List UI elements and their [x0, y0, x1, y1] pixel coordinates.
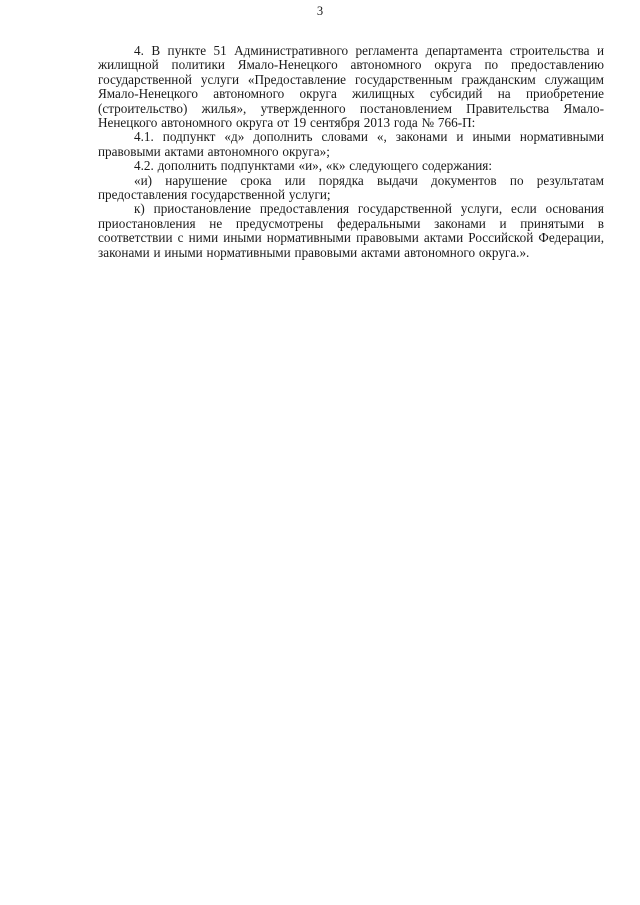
paragraph-item-4: 4. В пункте 51 Административного регламента департамента строительства и жилищной политики Ямало-Ненецкого автономного округа по предоставлению государственной услуги «Предоставление государственным гражданским служащим Ямало-Ненецкого автономного округа жилищных субсидий на приобретение (строительство) жилья», утвержденного постановлением Правительства Ямало-Ненецкого автономного округа от 19 сентября 2013 года № 766-П:	[98, 43, 604, 131]
document-body	[98, 44, 604, 260]
page-number: 3	[316, 4, 324, 18]
paragraph-subpoint-k: к) приостановление предоставления государственной услуги, если основания приостановления не предусмотрены федеральными законами и принятыми в соответствии с ними иными нормативными правовыми актами Российской Федерации, законами и иными нормативными правовыми актами автономного округа.».	[98, 201, 604, 260]
paragraph-subpoint-i: «и) нарушение срока или порядка выдачи документов по результатам предоставления государственной услуги;	[98, 172, 604, 203]
paragraph-subitem-4-1: 4.1. подпункт «д» дополнить словами «, законами и иными нормативными правовыми актами автономного округа»;	[98, 129, 604, 159]
paragraph-subitem-4-2: 4.2. дополнить подпунктами «и», «к» следующего содержания:	[134, 158, 493, 174]
